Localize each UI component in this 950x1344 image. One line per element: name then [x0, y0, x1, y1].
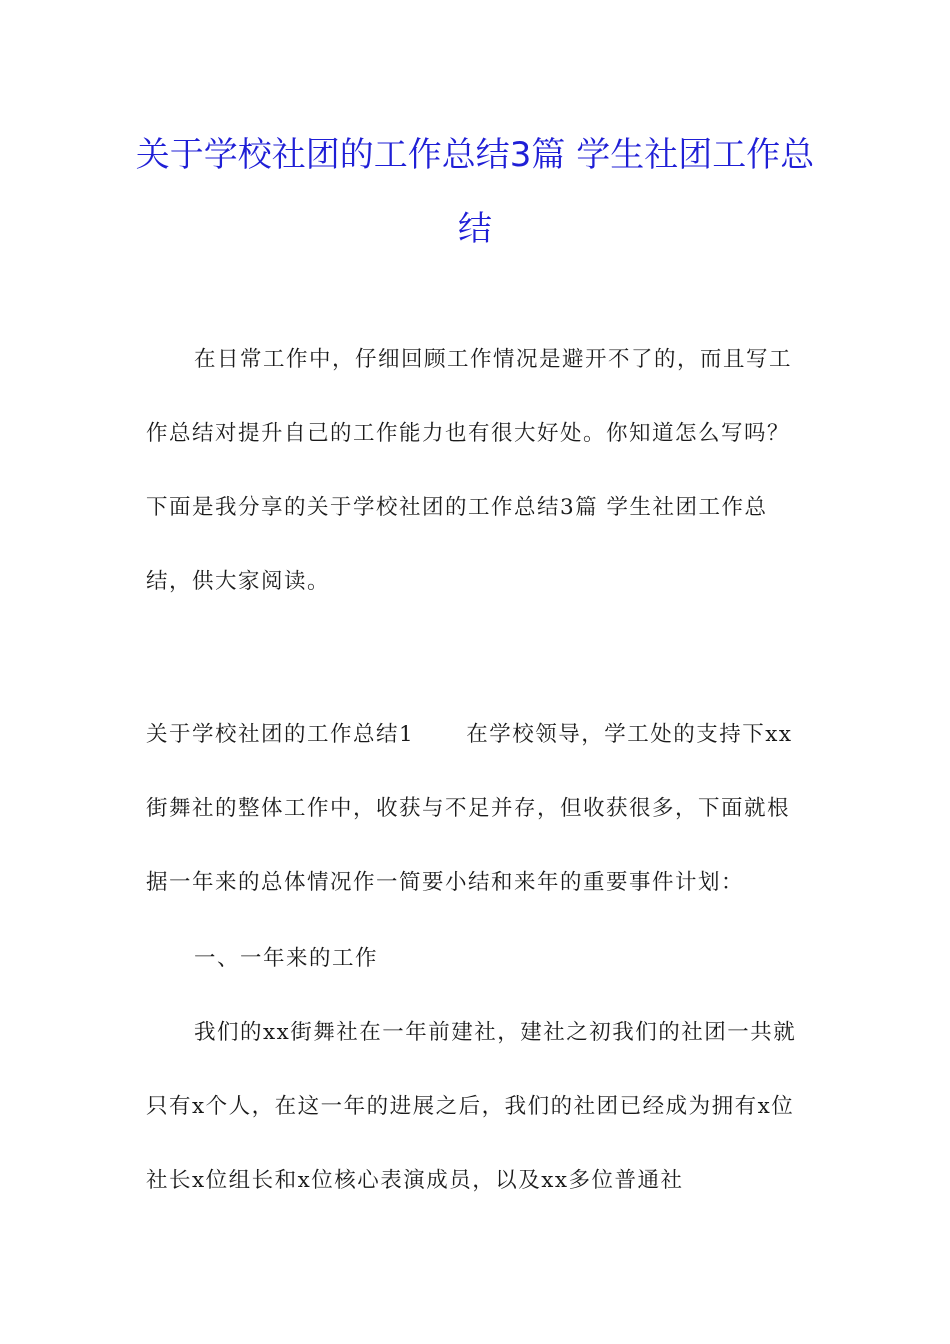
- document-title: 关于学校社团的工作总结3篇 学生社团工作总结: [135, 135, 815, 249]
- section-1-text: 在学校领导，学工处的支持下xx街舞社的整体工作中，收获与不足并存，但收获很多，下面就根据一年来的总体情况作一简要小结和来年的重要事件计划：: [146, 722, 793, 895]
- body-paragraph-1: 我们的xx街舞社在一年前建社，建社之初我们的社团一共就只有x个人，在这一年的进展之后，我们的社团已经成为拥有x位社长x位组长和x位核心表演成员，以及xx多位普通社: [146, 1020, 797, 1193]
- intro-paragraph: 在日常工作中，仔细回顾工作情况是避开不了的，而且写工作总结对提升自己的工作能力也有很大好处。你知道怎么写吗？下面是我分享的关于学校社团的工作总结3篇 学生社团工作总结，供大家阅读。: [146, 347, 793, 594]
- section-1-label: 关于学校社团的工作总结1: [146, 722, 415, 747]
- section-1-paragraph: [146, 698, 806, 920]
- section-heading-1: 一、一年来的工作: [194, 946, 379, 971]
